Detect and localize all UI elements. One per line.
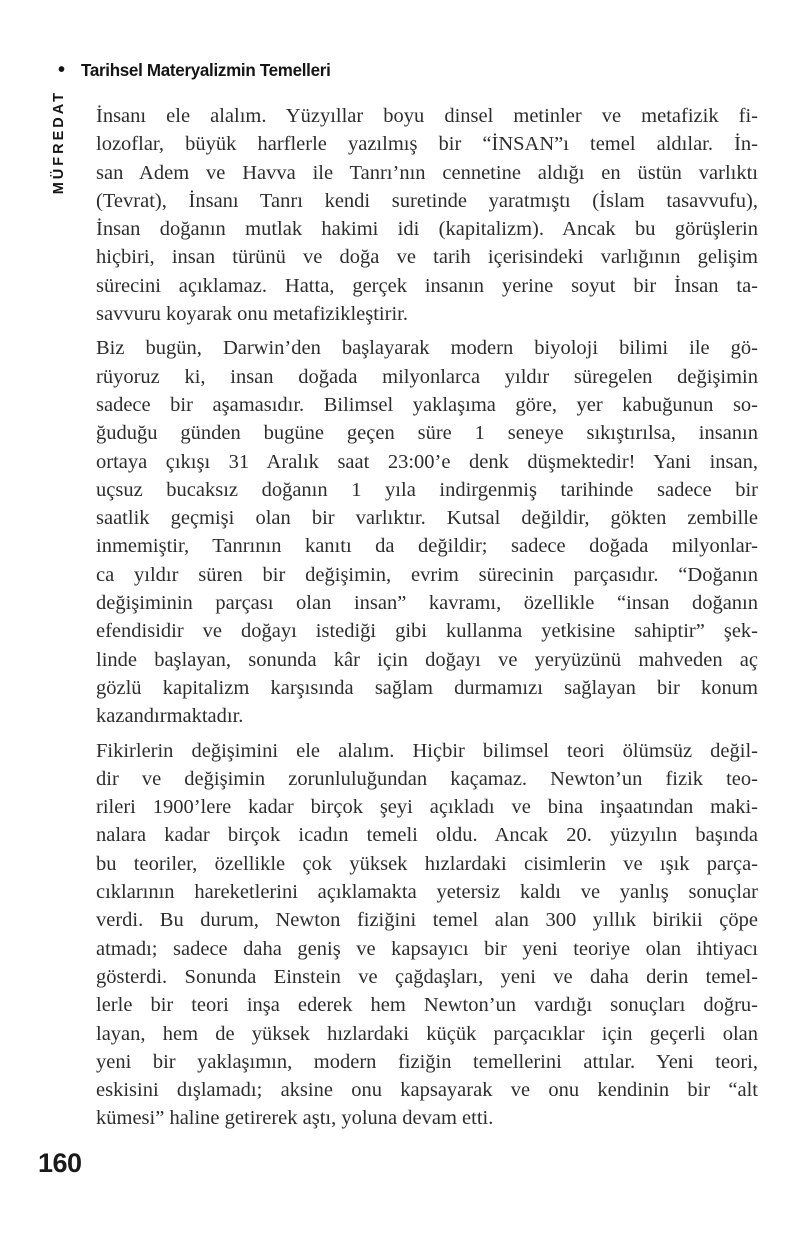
text-line: rüyoruz ki, insan doğada milyonlarca yıldır süregelen değişimin [96,365,758,388]
margin-label [46,91,72,193]
text-line: (Tevrat), İnsanı Tanrı kendi suretinde yaratmıştı (İslam tasavvufu), [96,189,758,212]
text-line: değişiminin parçası olan insan” kavramı, özellikle “insan doğanın [96,592,758,615]
paragraph [96,102,758,328]
text-line: sürecini açıklamaz. Hatta, gerçek insanın yerine soyut bir İnsan ta- [96,274,758,297]
text-line: lozoflar, büyük harflerle yazılmış bir “İNSAN”ı temel aldılar. İn- [96,133,758,156]
text-line: dir ve değişimin zorunluluğundan kaçamaz. Newton’un fizik teo- [96,767,758,790]
text-line: sadece bir aşamasıdır. Bilimsel yaklaşıma göre, yer kabuğunun so- [96,393,758,416]
text-line: bu teoriler, özellikle çok yüksek hızlardaki cisimlerin ve ışık parça- [96,852,758,875]
text-line: hiçbiri, insan türünü ve doğa ve tarih içerisindeki varlığının gelişim [96,246,758,269]
text-line: yeni bir yaklaşımın, modern fiziğin temellerini attılar. Yeni teori, [96,1050,758,1073]
paragraph [96,737,758,1133]
text-line: cıklarının hareketlerini açıklamakta yetersiz kaldı ve yanlış sonuçlar [96,881,758,904]
text-line: ğuduğu günden bugüne geçen süre 1 seneye sıkıştırılsa, insanın [96,422,758,445]
text-line: İnsan doğanın mutlak hakimi idi (kapitalizm). Ancak bu görüşlerin [96,218,758,241]
text-line: efendisidir ve doğayı istediği gibi kullanma yetkisine sahiptir” şek- [96,620,758,643]
text-line: rileri 1900’lere kadar birçok şeyi açıkladı ve bina inşaatından maki- [96,796,758,819]
text-line: Biz bugün, Darwin’den başlayarak modern biyoloji bilimi ile gö- [96,337,758,360]
text-line: lerle bir teori inşa ederek hem Newton’un vardığı sonuçları doğru- [96,994,758,1017]
bullet-icon: • [58,58,66,81]
body-text [96,102,758,1139]
text-line: nalara kadar birçok icadın temeli oldu. Ancak 20. yüzyılın başında [96,824,758,847]
text-line: İnsanı ele alalım. Yüzyıllar boyu dinsel metinler ve metafizik fi- [96,105,758,127]
page-number: 160 [38,1148,82,1178]
text-line: savvuru koyarak onu metafizikleştirir. [96,303,408,326]
text-line: linde başlayan, sonunda kâr için doğayı ve yeryüzünü mahveden aç [96,648,758,671]
text-line: inmemiştir, Tanrının kanıtı da değildir; sadece doğada milyonlar- [96,535,758,558]
text-line: uçsuz bucaksız doğanın 1 yıla indirgenmiş tarihinde sadece bir [96,478,758,501]
text-line: gösterdi. Sonunda Einstein ve çağdaşları, yeni ve daha derin temel- [96,965,758,988]
text-line: layan, hem de yüksek hızlardaki küçük parçacıklar için geçerli olan [96,1022,758,1045]
text-line: eskisini dışlamadı; aksine onu kapsayarak ve onu kendinin bir “alt [96,1079,758,1102]
text-line: atmadı; sadece daha geniş ve kapsayıcı bir yeni teoriye olan ihtiyacı [96,937,758,960]
chapter-title: Tarihsel Materyalizmin Temelleri [81,60,331,80]
text-line: verdi. Bu durum, Newton fiziğini temel alan 300 yıllık birikii çöpe [96,909,758,932]
margin-label-text: MÜFREDAT [51,89,67,195]
running-head [58,60,338,81]
paragraph [96,334,758,730]
text-line: kazandırmaktadır. [96,705,244,728]
text-line: san Adem ve Havva ile Tanrı’nın cennetine aldığı en üstün varlıktı [96,161,758,184]
text-line: kümesi” haline getirerek aştı, yoluna devam etti. [96,1107,494,1130]
text-line: gözlü kapitalizm karşısında sağlam durmamızı sağlayan bir konum [96,676,758,699]
text-line: Fikirlerin değişimini ele alalım. Hiçbir bilimsel teori ölümsüz değil- [96,739,758,762]
text-line: saatlik geçmişi olan bir varlıktır. Kutsal değildir, gökten zembille [96,507,758,530]
text-line: ca yıldır süren bir değişimin, evrim sürecinin parçasıdır. “Doğanın [96,563,758,586]
text-line: ortaya çıkışı 31 Aralık saat 23:00’e denk düşmektedir! Yani insan, [96,450,758,473]
